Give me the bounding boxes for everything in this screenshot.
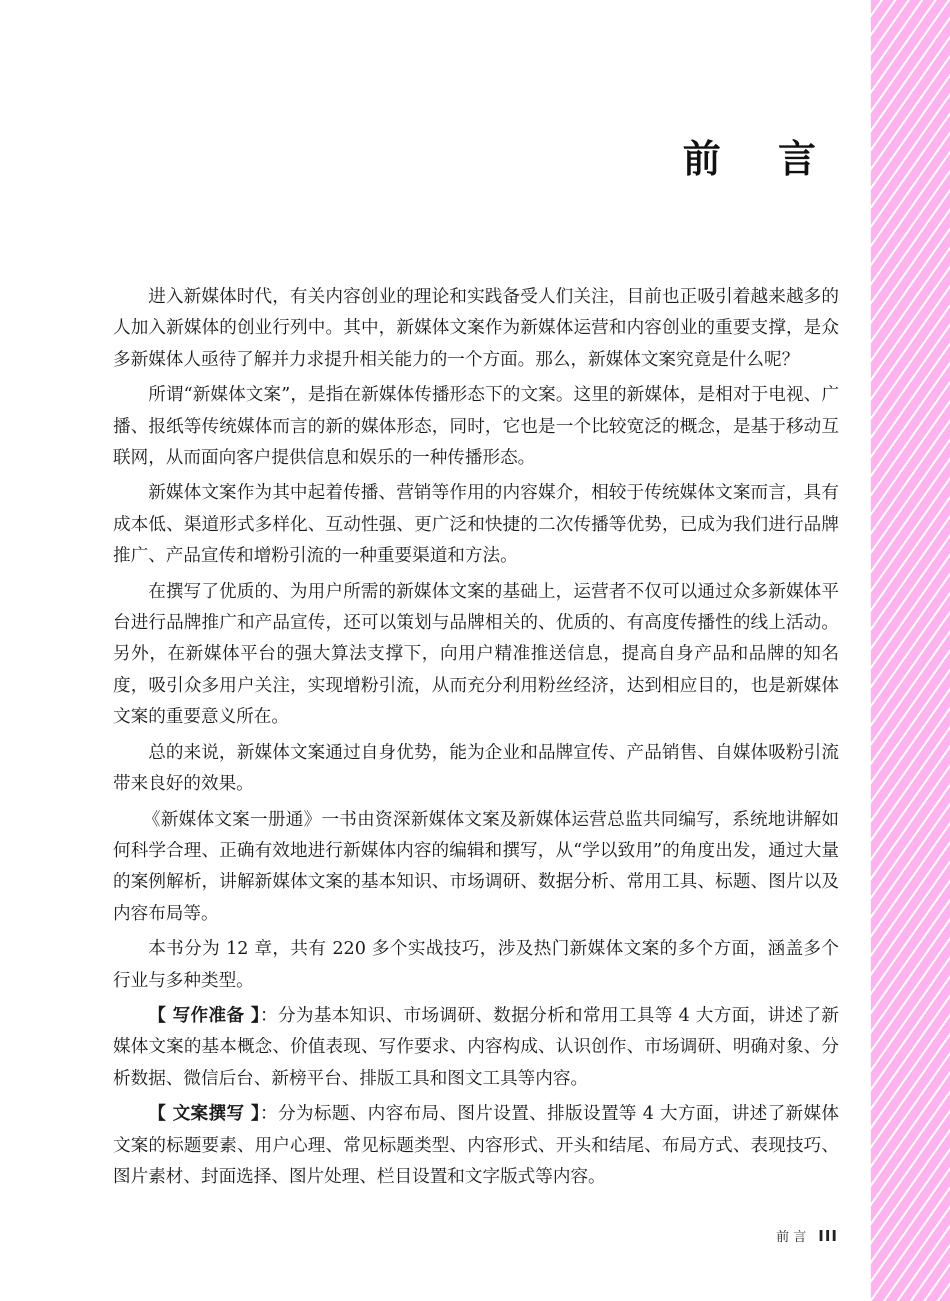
section-label: 【 写作准备 】 — [148, 1005, 261, 1026]
paragraph-definition: 所谓“新媒体文案”，是指在新媒体传播形态下的文案。这里的新媒体，是相对于电视、广播、报纸等传统媒体而言的新的媒体形态，同时，它也是一个比较宽泛的概念，是基于移动互联网，从而面向客户提供信息和娱乐的一种传播形态。 — [113, 385, 839, 469]
section-copywriting — [113, 1099, 839, 1193]
section-label: 【 文案撰写 】 — [148, 1104, 261, 1125]
paragraph-intro: 进入新媒体时代，有关内容创业的理论和实践备受人们关注，目前也正吸引着越来越多的人加入新媒体的创业行列中。其中，新媒体文案作为新媒体运营和内容创业的重要支撑，是众多新媒体人亟待了解并力求提升相关能力的一个方面。那么，新媒体文案究竟是什么呢？ — [113, 287, 839, 370]
paragraph-summary: 总的来说，新媒体文案通过自身优势，能为企业和品牌宣传、产品销售、自媒体吸粉引流带来良好的效果。 — [113, 742, 839, 795]
paragraph-advantages: 新媒体文案作为其中起着传播、营销等作用的内容媒介，相较于传统媒体文案而言，具有成本低、渠道形式多样化、互动性强、更广泛和快捷的二次传播等优势，已成为我们进行品牌推广、产品宣传和增粉引流的一种重要渠道和方法。 — [113, 483, 839, 567]
paragraph-structure: 本书分为 12 章，共有 220 多个实战技巧，涉及热门新媒体文案的多个方面，涵盖多个行业与多种类型。 — [113, 939, 839, 991]
paragraph-significance: 在撰写了优质的、为用户所需的新媒体文案的基础上，运营者不仅可以通过众多新媒体平台进行品牌推广和产品宣传，还可以策划与品牌相关的、优质的、有高度传播性的线上活动。另外，在新媒体平台的强大算法支撑下，向用户精准推送信息，提高自身产品和品牌的知名度，吸引众多用户关注，实现增粉引流，从而充分利用粉丝经济，达到相应目的，也是新媒体文案的重要意义所在。 — [113, 581, 839, 728]
paragraph-book-intro: 《新媒体文案一册通》一书由资深新媒体文案及新媒体运营总监共同编写，系统地讲解如何科学合理、正确有效地进行新媒体内容的编辑和撰写，从“学以致用”的角度出发，通过大量的案例解析，讲解新媒体文案的基本知识、市场调研、数据分析、常用工具、标题、图片以及内容布局等。 — [113, 809, 839, 924]
body-text — [113, 282, 839, 1197]
decorative-stripe-band — [871, 0, 950, 1301]
section-text: ：分为基本知识、市场调研、数据分析和常用工具等 4 大方面，讲述了新媒体文案的基本概念、价值表现、写作要求、内容构成、认识创作、市场调研、明确对象、分析数据、微信后台、新榜平台、排版工具和图文工具等内容。 — [113, 1005, 840, 1089]
page-title: 前 言 — [682, 137, 838, 181]
page-footer — [776, 1226, 838, 1245]
footer-section-name: 前 言 — [776, 1230, 807, 1245]
section-writing-prep — [113, 1001, 839, 1095]
section-text: ：分为标题、内容布局、图片设置、排版设置等 4 大方面，讲述了新媒体文案的标题要素、用户心理、常见标题类型、内容形式、开头和结尾、布局方式、表现技巧、图片素材、封面选择、图片处理、栏目设置和文字版式等内容。 — [113, 1104, 840, 1187]
page-number: III — [818, 1226, 838, 1245]
